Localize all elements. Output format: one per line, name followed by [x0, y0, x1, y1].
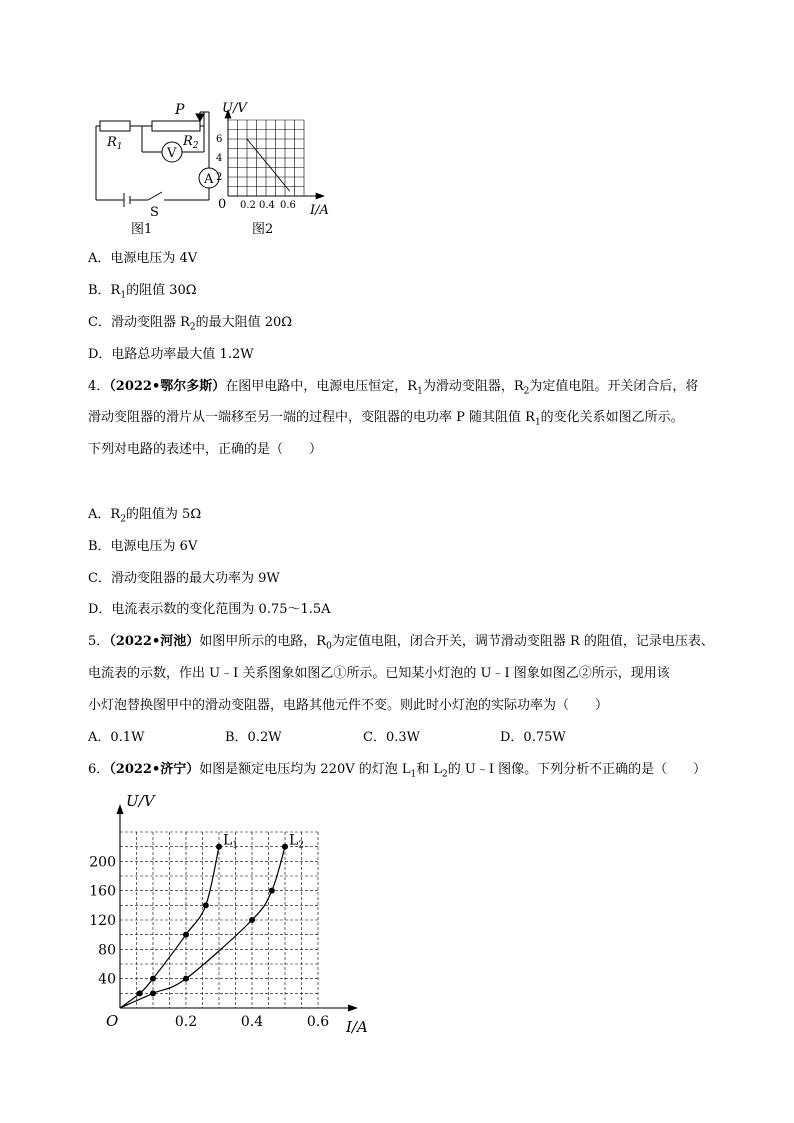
q5-option-d: D．0.75W [500, 730, 566, 745]
fig2-ytick: 6 [216, 134, 223, 145]
q5-stem-line-2: 电流表的示数，作出 U﹣I 关系图象如图乙①所示。已知某小灯泡的 U﹣I 图象如图乙②所示，现用该 [88, 666, 670, 681]
fig2-xtick: 0.2 [240, 200, 256, 211]
data-point-l1 [137, 990, 143, 996]
fig2-iu-line [247, 139, 290, 191]
q3-option-b: B．$R_1$的阻值 30Ω [88, 283, 197, 301]
x-tick-label: 0.6 [306, 1014, 330, 1030]
q3-option-d: D．电路总功率最大值 1.2W [88, 347, 254, 362]
y-tick-label: 160 [89, 883, 116, 900]
fig2-x-arrow [316, 193, 324, 199]
q5-option-a: A．0.1W [88, 730, 145, 745]
voltmeter-label: V [167, 146, 177, 161]
q5-option-c: C．0.3W [363, 730, 420, 745]
label-r1: $R_1$ [107, 135, 123, 152]
y-tick-label: 80 [98, 942, 116, 959]
data-point-l1 [183, 932, 189, 938]
x-axis-arrow [348, 1005, 358, 1012]
q4-option-d: D．电流表示数的变化范围为 0.75～1.5A [88, 602, 331, 617]
y-tick-label: 40 [98, 971, 116, 988]
switch-lever [148, 192, 162, 200]
q3-option-c: C．滑动变阻器 $R_2$的最大阻值 20Ω [88, 315, 293, 333]
fig2-origin: 0 [218, 197, 227, 212]
x-axis-label: I/A [346, 1018, 368, 1036]
label-r2: $R_2$ [183, 134, 199, 151]
fig2-xtick: 0.6 [280, 200, 296, 211]
figure-2-caption: 图2 [252, 222, 274, 237]
q4-stem-line-1: 4．（2022•鄂尔多斯）在图甲电路中，电源电压恒定，$R_1$为滑动变阻器，$R_2$为定值电阻。开关闭合后，将 [88, 379, 699, 397]
q4-option-b: B．电源电压为 6V [88, 539, 198, 554]
ammeter-label: A [204, 172, 214, 187]
q5-option-b: B．0.2W [225, 730, 282, 745]
data-point-l1 [203, 902, 209, 908]
label-p: P [175, 102, 185, 118]
q6-ui-chart [89, 790, 385, 1040]
y-tick-label: 200 [89, 854, 116, 871]
q4-option-a: A．$R_2$的阻值为 5Ω [88, 507, 202, 525]
fig2-ylabel: U/V [222, 101, 247, 116]
fig2-xtick: 0.4 [259, 200, 275, 211]
x-tick-label: 0.2 [174, 1014, 198, 1030]
x-tick-label: 0.4 [240, 1014, 264, 1030]
y-axis-arrow [117, 804, 124, 814]
fig2-ytick: 4 [216, 153, 223, 164]
series-label-l2: $L_2$ [289, 832, 305, 851]
figure-2-graph [212, 98, 342, 218]
fig2-xlabel: I/A [310, 203, 329, 218]
data-point-l2 [150, 990, 156, 996]
q5-stem-line-3: 小灯泡替换图甲中的滑动变阻器，电路其他元件不变。则此时小灯泡的实际功率为（ ） [88, 698, 609, 713]
data-point-l2 [249, 917, 255, 923]
q3-option-a: A．电源电压为 4V [88, 251, 198, 266]
figure-1-caption: 图1 [131, 222, 153, 237]
series-label-l1: $L_1$ [223, 832, 239, 851]
data-point-l1 [150, 976, 156, 982]
y-axis-label: U/V [126, 792, 155, 810]
q4-stem-line-3: 下列对电路的表述中，正确的是（ ） [88, 442, 323, 457]
q5-stem-line-1: 5．（2022•河池）如图甲所示的电路，$R_0$为定值电阻，闭合开关，调节滑动变阻器 R 的阻值，记录电压表、 [88, 634, 714, 652]
data-point-l2 [269, 888, 275, 894]
resistor-r1 [100, 121, 130, 131]
q4-option-c: C．滑动变阻器的最大功率为 9W [88, 571, 280, 586]
fig2-ytick: 2 [216, 172, 223, 183]
y-tick-label: 120 [89, 913, 116, 929]
data-point-l2 [282, 844, 288, 850]
resistor-r2 [152, 121, 200, 131]
q4-stem-line-2: 滑动变阻器的滑片从一端移至另一端的过程中，变阻器的电功率 P 随其阻值 $R_1$的变化关系如图乙所示。 [88, 410, 684, 428]
data-point-l2 [183, 976, 189, 982]
origin-label: O [106, 1012, 119, 1030]
data-point-l1 [216, 844, 222, 850]
switch-label: S [150, 205, 159, 220]
slider-arrow [196, 114, 204, 121]
q6-stem: 6．（2022•济宁）如图是额定电压均为 220V 的灯泡 $L_1$和 $L_2$的 U﹣I 图像。下列分析不正确的是（ ） [88, 762, 707, 780]
